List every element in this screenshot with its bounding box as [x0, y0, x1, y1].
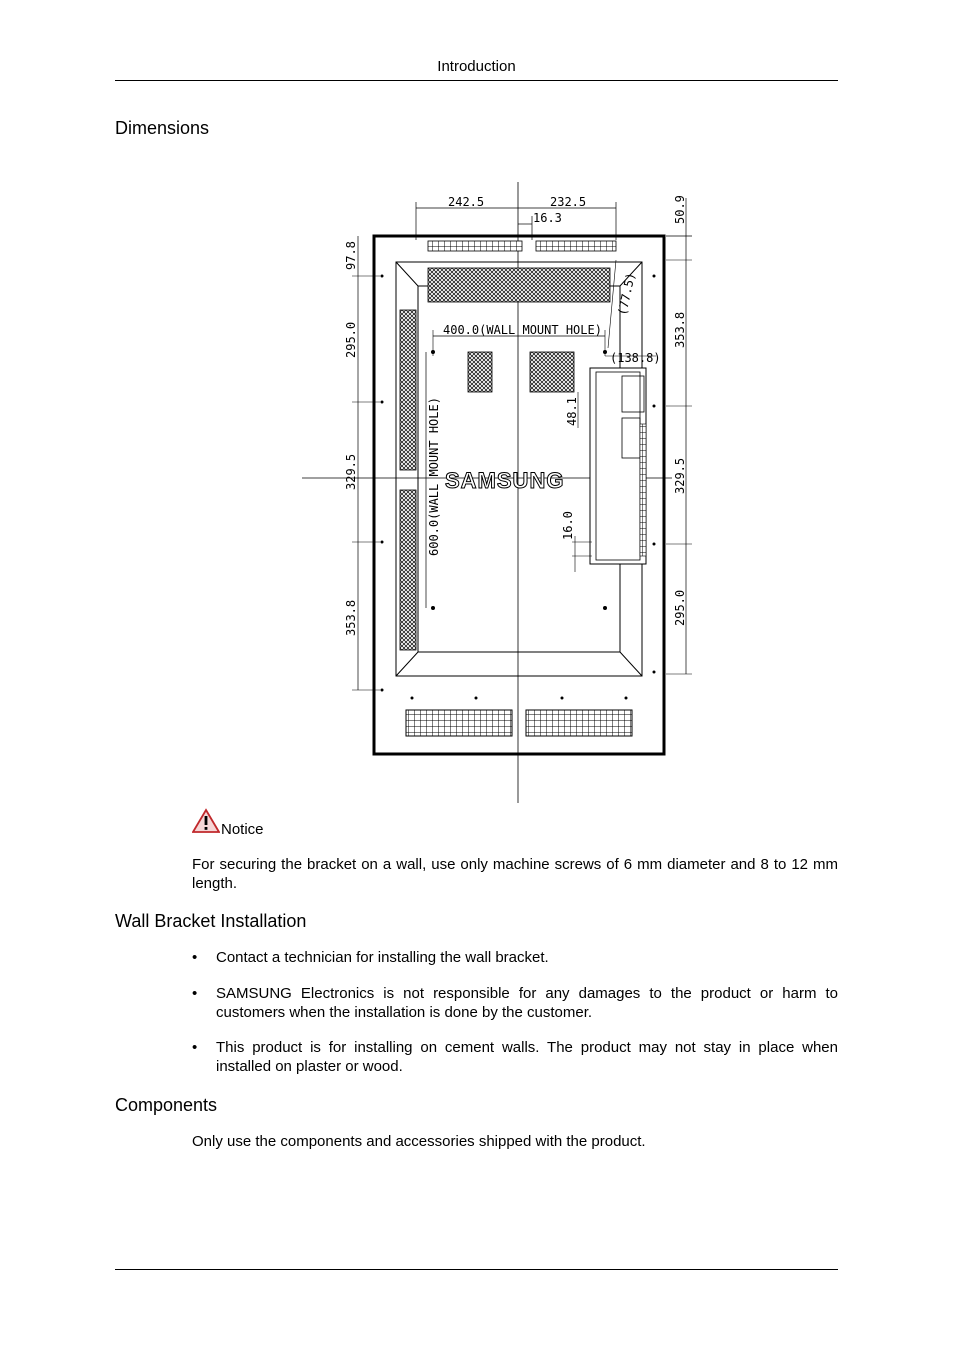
- bullet-glyph: •: [192, 1039, 198, 1056]
- section-heading-dimensions: Dimensions: [115, 118, 210, 138]
- dim-right-lower: 295.0: [673, 589, 687, 626]
- dim-right-upper: 353.8: [673, 311, 687, 348]
- list-item-text: Contact a technician for installing the wall bracket.: [216, 949, 549, 966]
- list-item-text: SAMSUNG Electronics is not responsible for any damages to the product or harm to customers when the installation is done by the customer.: [216, 985, 838, 1021]
- dim-inner-1: 48.1: [565, 397, 579, 426]
- notice-text: For securing the bracket on a wall, use only machine screws of 6 mm diameter and 8 to 12 mm length.: [192, 856, 838, 892]
- dim-wall-mount-vertical: 600.0(WALL MOUNT HOLE): [427, 397, 441, 556]
- section-heading-components: Components: [115, 1095, 218, 1115]
- header-rule: [115, 80, 838, 81]
- dim-diagonal: (77.5): [615, 271, 638, 317]
- dimensions-diagram: [300, 180, 720, 805]
- dim-left-lower: 353.8: [344, 599, 358, 636]
- dim-top-right: 232.5: [550, 195, 587, 209]
- dim-wall-mount-horizontal: 400.0(WALL MOUNT HOLE): [443, 323, 602, 337]
- components-text: Only use the components and accessories shipped with the product.: [192, 1133, 646, 1150]
- dim-top-left: 242.5: [448, 195, 485, 209]
- bullet-glyph: •: [192, 985, 198, 1002]
- section-heading-wall-bracket: Wall Bracket Installation: [115, 911, 307, 931]
- dim-inner-2: 16.0: [561, 511, 575, 540]
- warning-triangle-icon: [192, 808, 220, 834]
- dim-left-middle: 329.5: [344, 453, 358, 490]
- dim-side: (138.8): [610, 351, 661, 365]
- brand-logo-text: SAMSUNG: [445, 468, 565, 493]
- footer-rule: [115, 1269, 838, 1270]
- dim-left-upper: 295.0: [344, 321, 358, 358]
- notice-label: Notice: [221, 821, 264, 838]
- dim-center-offset: 16.3: [533, 211, 562, 225]
- dim-left-top-margin: 97.8: [344, 241, 358, 270]
- bullet-glyph: •: [192, 949, 198, 966]
- page-header: Introduction: [437, 58, 516, 75]
- dim-right-top-margin: 50.9: [673, 195, 687, 224]
- dim-right-middle: 329.5: [673, 457, 687, 494]
- list-item-text: This product is for installing on cement walls. The product may not stay in place when installed on plaster or wood.: [216, 1039, 838, 1075]
